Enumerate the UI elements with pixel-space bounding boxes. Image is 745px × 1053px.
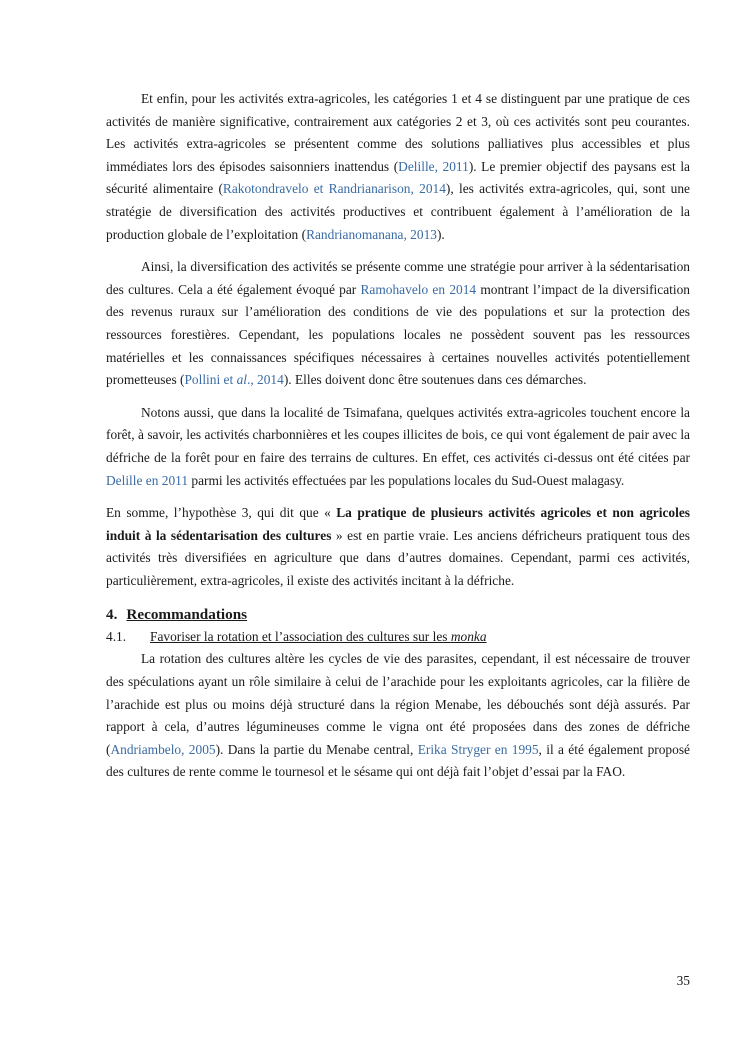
document-page <box>106 88 690 784</box>
text-run: ). Dans la partie du Menabe central, <box>215 741 418 757</box>
text-run: Notons aussi, que dans la localité de Tsimafana, quelques activités extra-agricoles touchent encore la forêt, à savoir, les activités charbonnières et les coupes illicites de bois, ce qui vont également de pair avec la défriche de la forêt pour en faire des terrains de cultures. En effet, ces activités ci-dessus ont été citées par <box>106 404 690 465</box>
section-heading-recommandations <box>106 604 690 626</box>
hypothesis-bold-text: La pratique de plusieurs activités agricoles et non agricoles induit à la sédentarisation des cultures <box>106 505 690 543</box>
subsection-title-italic: monka <box>450 629 487 645</box>
citation-delille-en-2011[interactable]: Delille en 2011 <box>106 472 189 488</box>
citation-rakotondravelo-2014[interactable]: Rakotondravelo et Randrianarison, 2014 <box>222 181 446 197</box>
text-run: » est en partie vraie. Les anciens défricheurs pratiquent tous des activités très diversifiées en agriculture que dans d’autres domaines. Cependant, parmi ces activités, particulièrement, extra-agricoles, il existe des activités incitant à la défriche. <box>106 527 691 588</box>
subsection-number: 4.1. <box>106 629 127 645</box>
citation-part: Pollini et <box>184 372 237 388</box>
citation-delille-2011[interactable]: Delille, 2011 <box>398 158 469 174</box>
text-run: Et enfin, pour les activités extra-agricoles, les catégories 1 et 4 se distinguent par une pratique de ces activités de manière significative, contrairement aux catégories 2 et 3, où ces activités sont peu courantes. Les activités extra-agricoles se présentent comme des solutions palliatives plus accessibles et plus immédiates lors des épisodes saisonniers inattendus ( <box>106 91 690 174</box>
citation-pollini-2014[interactable] <box>184 372 283 387</box>
paragraph-extra-agricole-categories <box>106 88 690 246</box>
text-run: En somme, l’hypothèse 3, qui dit que « <box>106 505 337 521</box>
text-run: ), les activités extra-agricoles, qui, sont une stratégie de diversification des activités productives et contribuent également à l’amélioration de la production globale de l’exploitation ( <box>106 181 690 242</box>
subsection-heading <box>106 626 690 648</box>
paragraph-tsimafana <box>106 402 690 492</box>
citation-ramohavelo-2014[interactable]: Ramohavelo en 2014 <box>360 281 477 297</box>
subsection-title <box>150 629 487 644</box>
page-number: 35 <box>676 973 690 988</box>
text-run: montrant l’impact de la diversification des revenus ruraux sur l’amélioration des conditions de vie des populations et sur la protection des ressources forestières. Cependant, les populations locales ne possèdent souvent pas les ressources matérielles et les connaissances spécifiques nécessaires à certaines nouvelles activités potentiellement prometteuses ( <box>106 281 690 388</box>
citation-stryger-1995[interactable]: Erika Stryger en 1995 <box>417 741 539 757</box>
citation-randrianomanana-2013[interactable]: Randrianomanana, 2013 <box>306 226 437 242</box>
paragraph-hypothese-3 <box>106 502 690 592</box>
section-number: 4. <box>106 606 118 624</box>
section-title: Recommandations <box>126 606 248 624</box>
citation-part: ., 2014 <box>246 372 284 388</box>
text-run: ). Le premier objectif des paysans est la sécurité alimentaire ( <box>106 158 691 197</box>
text-run: Ainsi, la diversification des activités se présente comme une stratégie pour arriver à la sédentarisation des cultures. Cela a été également évoqué par <box>106 259 690 297</box>
citation-part-italic: al <box>236 372 247 388</box>
text-run: ). <box>436 226 445 242</box>
text-run: La rotation des cultures altère les cycles de vie des parasites, cependant, il est nécessaire de trouver des spéculations ayant un rôle similaire à celui de l’arachide pour les exploitants agricoles, car la filière de l’arachide est plus ou moins déjà structuré dans la région Menabe, les débouchés sont déjà assurés. Par rapport à cela, d’autres légumineuses comme le vigna ont été proposées dans des zones de défriche ( <box>106 651 690 757</box>
paragraph-diversification <box>106 256 690 392</box>
text-run: parmi les activités effectuées par les populations locales du Sud-Ouest malagasy. <box>188 472 625 488</box>
text-run: ). Elles doivent donc être soutenues dans ces démarches. <box>283 372 587 388</box>
text-run: , il a été également proposé des cultures de rente comme le tournesol et le sésame qui ont déjà fait l’objet d’essai par la FAO. <box>106 741 690 780</box>
subsection-title-text: Favoriser la rotation et l’association des cultures sur les <box>150 629 451 645</box>
citation-andriambelo-2005[interactable]: Andriambelo, 2005 <box>110 741 216 757</box>
paragraph-rotation-cultures <box>106 648 690 784</box>
